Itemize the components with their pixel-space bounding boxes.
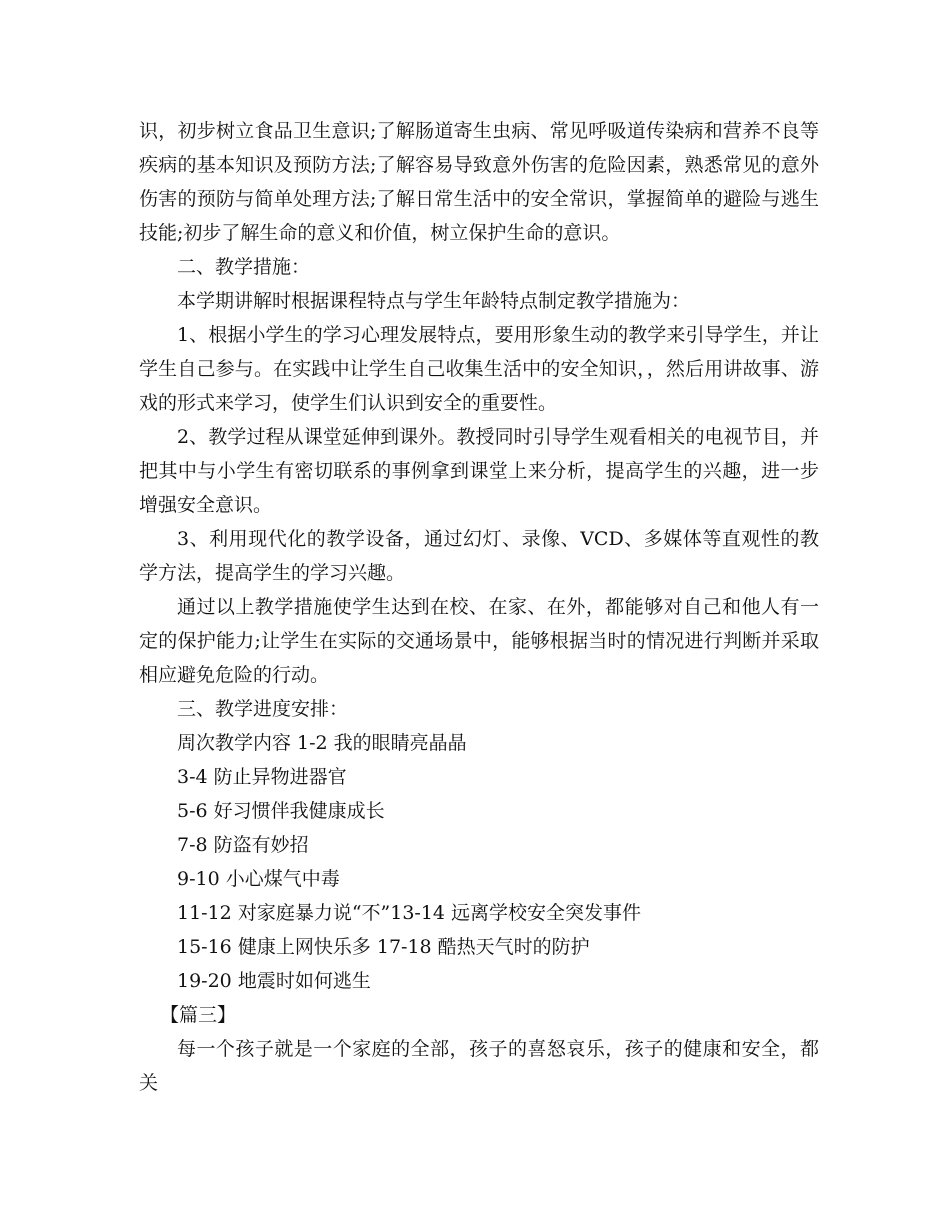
body-paragraph: 本学期讲解时根据课程特点与学生年龄特点制定教学措施为： <box>177 290 691 312</box>
body-paragraph-continued: 识，初步树立食品卫生意识;了解肠道寄生虫病、常见呼吸道传染病和营养不良等疾病的基本知识及预防方法;了解容易导致意外伤害的危险因素，熟悉常见的意外伤害的预防与简单处理方法;了解日常生活中的安全常识，掌握简单的避险与逃生技能;初步了解生命的意义和价值，树立保护生命的意识。 <box>139 120 819 244</box>
document-body <box>139 114 819 1100</box>
schedule-line: 周次教学内容 1-2 我的眼睛亮晶晶 <box>177 732 467 754</box>
schedule-line: 3-4 防止异物进器官 <box>177 766 347 788</box>
body-paragraph-summary: 通过以上教学措施使学生达到在校、在家、在外，都能够对自己和他人有一定的保护能力;让学生在实际的交通场景中，能够根据当时的情况进行判断并采取相应避免危险的行动。 <box>139 596 819 686</box>
schedule-line: 9-10 小心煤气中毒 <box>177 868 340 890</box>
body-paragraph-item-1: 1、根据小学生的学习心理发展特点，要用形象生动的教学来引导学生，并让学生自己参与。在实践中让学生自己收集生活中的安全知识，，然后用讲故事、游戏的形式来学习，使学生们认识到安全的重要性。 <box>139 324 819 414</box>
body-paragraph-item-3: 3、利用现代化的教学设备，通过幻灯、录像、VCD、多媒体等直观性的教学方法，提高学生的学习兴趣。 <box>139 528 819 584</box>
schedule-line: 11-12 对家庭暴力说“不”13-14 远离学校安全突发事件 <box>177 902 642 924</box>
section-heading-measures: 二、教学措施： <box>177 256 311 278</box>
schedule-line: 19-20 地震时如何逃生 <box>177 970 371 992</box>
body-paragraph-closing: 每一个孩子就是一个家庭的全部，孩子的喜怒哀乐，孩子的健康和安全，都关 <box>139 1038 819 1094</box>
schedule-line: 7-8 防盗有妙招 <box>177 834 309 856</box>
section-heading-schedule: 三、教学进度安排： <box>177 698 349 720</box>
section-label: 【篇三】 <box>160 1004 237 1026</box>
schedule-line: 15-16 健康上网快乐多 17-18 酷热天气时的防护 <box>177 936 590 958</box>
schedule-line: 5-6 好习惯伴我健康成长 <box>177 800 385 822</box>
body-paragraph-item-2: 2、教学过程从课堂延伸到课外。教授同时引导学生观看相关的电视节目，并把其中与小学生有密切联系的事例拿到课堂上来分析，提高学生的兴趣，进一步增强安全意识。 <box>139 426 819 516</box>
